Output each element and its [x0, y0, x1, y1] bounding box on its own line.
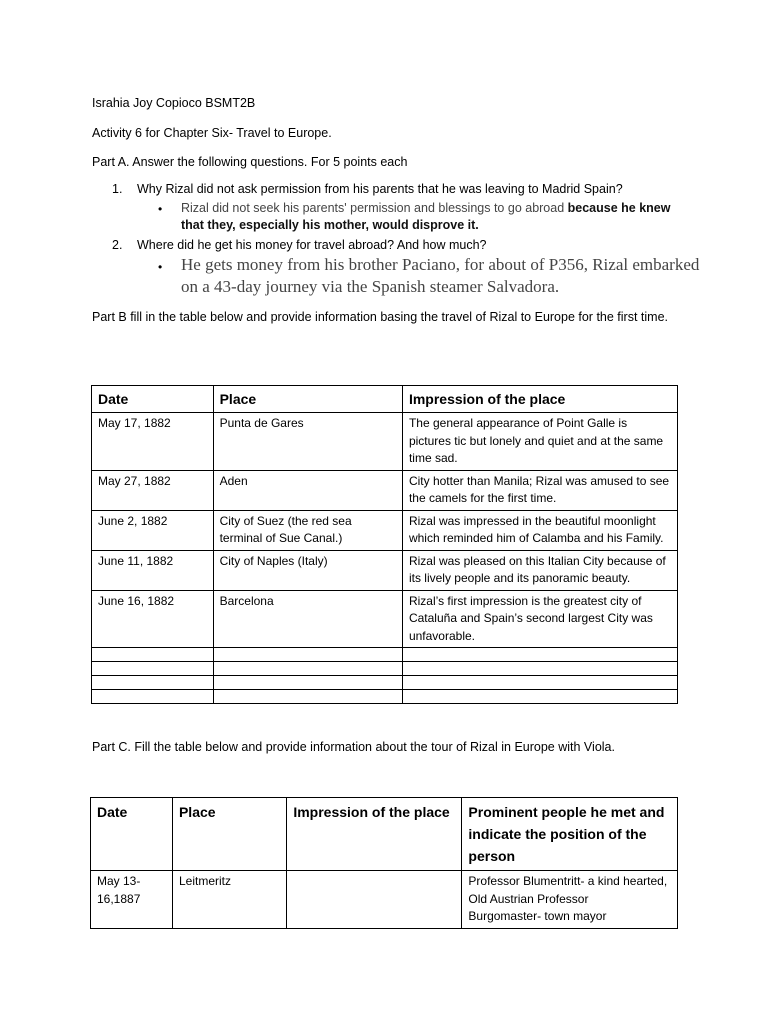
- cell-place: Punta de Gares: [213, 413, 402, 471]
- cell-place: Aden: [213, 470, 402, 510]
- empty-cell[interactable]: [213, 662, 402, 676]
- header-place: Place: [172, 798, 286, 871]
- empty-cell[interactable]: [402, 690, 677, 704]
- part-c-title: Part C. Fill the table below and provide information about the tour of Rizal in Europe with Viola.: [92, 740, 615, 754]
- table-header-row: [92, 386, 678, 413]
- cell-impression: Rizal’s first impression is the greatest city of Cataluña and Spain’s second largest City was unfavorable.: [402, 590, 677, 648]
- cell-place: Barcelona: [213, 590, 402, 648]
- cell-date: May 27, 1882: [92, 470, 214, 510]
- bullet-icon: •: [158, 202, 163, 216]
- cell-impression[interactable]: [287, 871, 462, 929]
- cell-date: June 2, 1882: [92, 510, 214, 550]
- cell-place: City of Suez (the red sea terminal of Sue Canal.): [213, 510, 402, 550]
- cell-date: May 13-16,1887: [91, 871, 173, 929]
- empty-cell[interactable]: [402, 662, 677, 676]
- header-impression: Impression of the place: [287, 798, 462, 871]
- empty-row: [92, 676, 678, 690]
- question-1-number: 1.: [112, 182, 123, 196]
- empty-cell[interactable]: [213, 690, 402, 704]
- table-row: [92, 413, 678, 471]
- header-place: Place: [213, 386, 402, 413]
- cell-impression: Rizal was pleased on this Italian City because of its lively people and its panoramic beauty.: [402, 550, 677, 590]
- cell-place: City of Naples (Italy): [213, 550, 402, 590]
- question-2-number: 2.: [112, 238, 123, 252]
- cell-date: June 11, 1882: [92, 550, 214, 590]
- travel-table: [91, 385, 678, 704]
- empty-cell[interactable]: [402, 648, 677, 662]
- europe-tour-table: [90, 797, 678, 929]
- question-1-text: Why Rizal did not ask permission from his parents that he was leaving to Madrid Spain?: [137, 182, 623, 196]
- part-a-title: Part A. Answer the following questions. For 5 points each: [92, 155, 408, 169]
- person-1: Professor Blumentritt- a kind hearted, Old Austrian Professor: [468, 874, 668, 906]
- question-2-text: Where did he get his money for travel abroad? And how much?: [137, 238, 487, 252]
- part-b-title: Part B fill in the table below and provide information basing the travel of Rizal to Europe for the first time.: [92, 310, 668, 324]
- cell-impression: City hotter than Manila; Rizal was amused to see the camels for the first time.: [402, 470, 677, 510]
- empty-cell[interactable]: [92, 648, 214, 662]
- empty-cell[interactable]: [213, 648, 402, 662]
- table-header-row: [91, 798, 678, 871]
- activity-title: Activity 6 for Chapter Six- Travel to Europe.: [92, 126, 332, 140]
- table-row: [92, 590, 678, 648]
- answer-1-bold: because he knew that they, especially his mother, would disprove it.: [181, 201, 671, 232]
- table-row: [92, 470, 678, 510]
- cell-impression: The general appearance of Point Galle is pictures tic but lonely and quiet and at the same time sad.: [402, 413, 677, 471]
- table-row: [92, 550, 678, 590]
- header-prominent-people: Prominent people he met and indicate the position of the person: [462, 798, 678, 871]
- empty-row: [92, 690, 678, 704]
- cell-people: [462, 871, 678, 929]
- bullet-icon: •: [158, 260, 163, 274]
- cell-place: Leitmeritz: [172, 871, 286, 929]
- empty-row: [92, 648, 678, 662]
- cell-impression: Rizal was impressed in the beautiful moonlight which reminded him of Calamba and his Family.: [402, 510, 677, 550]
- header-date: Date: [92, 386, 214, 413]
- header-impression: Impression of the place: [402, 386, 677, 413]
- table-row: [92, 510, 678, 550]
- empty-cell[interactable]: [92, 690, 214, 704]
- empty-cell[interactable]: [92, 676, 214, 690]
- answer-1-plain: Rizal did not seek his parents' permission and blessings to go abroad: [181, 201, 568, 215]
- empty-row: [92, 662, 678, 676]
- answer-2: He gets money from his brother Paciano, for about of P356, Rizal embarked on a 43-day journey via the Spanish steamer Salvadora.: [181, 255, 700, 296]
- student-name: Israhia Joy Copioco BSMT2B: [92, 96, 256, 110]
- answer-1: [181, 200, 681, 234]
- empty-cell[interactable]: [92, 662, 214, 676]
- table-row: [91, 871, 678, 929]
- cell-date: May 17, 1882: [92, 413, 214, 471]
- header-date: Date: [91, 798, 173, 871]
- empty-cell[interactable]: [213, 676, 402, 690]
- person-2: Burgomaster- town mayor: [468, 909, 607, 923]
- cell-date: June 16, 1882: [92, 590, 214, 648]
- empty-cell[interactable]: [402, 676, 677, 690]
